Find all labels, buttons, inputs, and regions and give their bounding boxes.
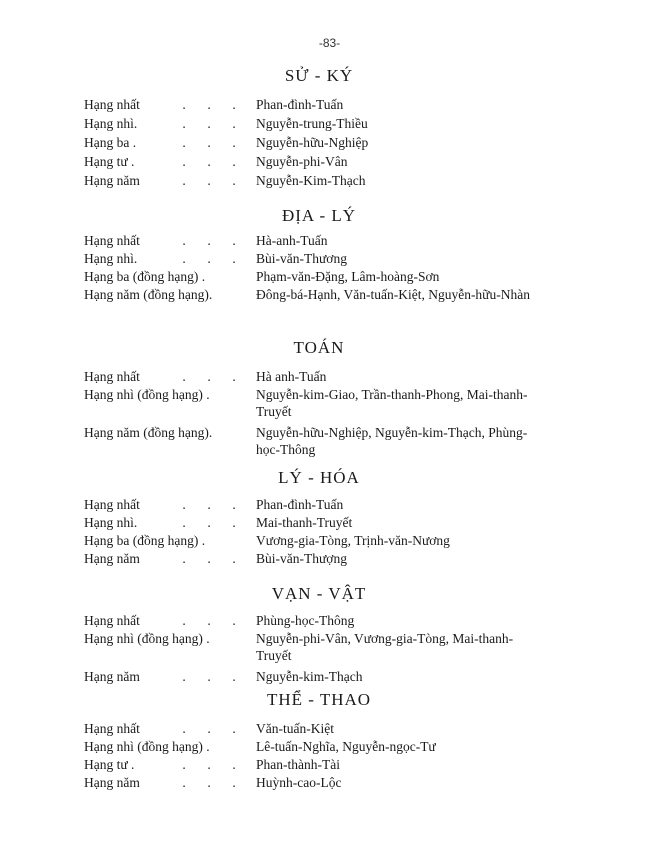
awardee-names: Nguyễn-hữu-Nghiệp, Nguyễn-kim-Thạch, Phùng-học-Thông [256,425,528,457]
section-heading: LÝ - HÓA [278,468,360,487]
awardee-names: Hà anh-Tuấn [256,369,327,384]
leader-dots: . . . [182,154,236,169]
rank-label: Hạng năm (đồng hạng). [84,425,213,440]
section-heading: THỂ - THAO [266,690,372,709]
rank-label: Hạng nhất [84,497,140,512]
rank-label: Hạng nhì. [84,515,138,530]
awardee-names: Nguyễn-trung-Thiều [256,116,368,131]
rank-label: Hạng nhì. [84,116,138,131]
awardee-names: Nguyễn-phi-Vân, Vương-gia-Tòng, Mai-thanh-Truyết [256,631,514,663]
awardee-names: Phan-đình-Tuấn [256,97,344,112]
rank-label: Hạng năm [84,775,140,790]
leader-dots: . . . [182,97,236,112]
page-number: -83- [318,36,341,50]
rank-label: Hạng ba . [84,135,137,150]
section-heading: ĐỊA - LÝ [281,206,357,225]
awardee-names: Phan-thành-Tài [256,757,340,772]
rank-label: Hạng tư . [84,154,135,169]
rank-label: Hạng nhì (đồng hạng) . [84,387,210,402]
section-heading: SỬ - KÝ [284,66,354,85]
awardee-names: Phan-đình-Tuấn [256,497,344,512]
awardee-names: Phùng-học-Thông [256,613,355,628]
awardee-names: Lê-tuấn-Nghĩa, Nguyễn-ngọc-Tư [256,739,436,754]
awardee-names: Mai-thanh-Truyết [256,515,353,530]
rank-label: Hạng nhất [84,233,140,248]
rank-label: Hạng ba (đồng hạng) . [84,533,206,548]
leader-dots: . . . [182,135,236,150]
section-heading: VẠN - VẬT [271,584,367,603]
awardee-names: Vương-gia-Tòng, Trịnh-văn-Nương [256,533,450,548]
rank-label: Hạng nhất [84,613,140,628]
leader-dots: . . . [182,116,236,131]
rank-label: Hạng nhì (đồng hạng) . [84,739,210,754]
rank-label: Hạng nhất [84,97,140,112]
rank-label: Hạng ba (đồng hạng) . [84,269,206,284]
leader-dots: . . . [182,757,236,772]
awardee-names: Văn-tuấn-Kiệt [256,721,334,736]
leader-dots: . . . [182,613,236,628]
awardee-names: Nguyễn-hữu-Nghiệp [256,135,369,150]
awardee-names: Huỳnh-cao-Lộc [256,775,342,790]
rank-label: Hạng năm (đồng hạng). [84,287,213,302]
awardee-names: Phạm-văn-Đặng, Lâm-hoàng-Sơn [256,269,440,284]
awardee-names: Bùi-văn-Thượng [256,551,347,566]
leader-dots: . . . [182,369,236,384]
leader-dots: . . . [182,173,236,188]
rank-label: Hạng nhì (đồng hạng) . [84,631,210,646]
leader-dots: . . . [182,497,236,512]
awardee-names: Nguyễn-kim-Giao, Trần-thanh-Phong, Mai-thanh-Truyết [256,387,528,419]
rank-label: Hạng tư . [84,757,135,772]
leader-dots: . . . [182,551,236,566]
awardee-names: Hà-anh-Tuấn [256,233,328,248]
leader-dots: . . . [182,721,236,736]
rank-label: Hạng năm [84,669,140,684]
rank-label: Hạng nhất [84,369,140,384]
rank-label: Hạng nhì. [84,251,138,266]
leader-dots: . . . [182,251,236,266]
awardee-names: Nguyễn-kim-Thạch [256,669,363,684]
leader-dots: . . . [182,515,236,530]
leader-dots: . . . [182,233,236,248]
awardee-names: Nguyễn-phi-Vân [256,154,348,169]
awardee-names: Nguyễn-Kim-Thạch [256,173,366,188]
rank-label: Hạng năm [84,551,140,566]
rank-label: Hạng năm [84,173,140,188]
section-heading: TOÁN [293,338,345,357]
awardee-names: Bùi-văn-Thương [256,251,347,266]
awardee-names: Đông-bá-Hạnh, Văn-tuấn-Kiệt, Nguyễn-hữu-Nhàn [256,287,530,302]
leader-dots: . . . [182,775,236,790]
rank-label: Hạng nhất [84,721,140,736]
leader-dots: . . . [182,669,236,684]
